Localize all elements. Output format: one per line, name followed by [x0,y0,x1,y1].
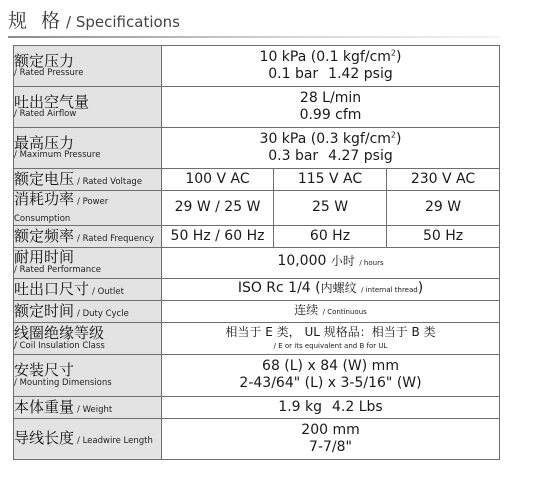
page-title-cn: 规 格 [8,10,65,32]
spec-table [13,45,500,460]
rated-voltage-115v: 115 V AC [274,169,387,191]
row-rated-performance [14,247,500,278]
row-leadwire [14,418,500,459]
rated-frequency-100v: 50 Hz / 60 Hz [162,225,274,247]
outlet-note-cn: 内螺纹 [320,280,357,295]
power-consumption-label [14,191,162,226]
outlet-paren-open: ( [315,279,321,296]
outlet-value [162,278,500,300]
rated-performance-unit-cn: 小时 [330,254,355,269]
outlet-label-en: / Outlet [92,286,124,297]
page-header [8,6,180,34]
max-pressure-sup: 2 [390,130,396,140]
rated-voltage-label-en: / Rated Voltage [77,177,143,188]
leadwire-value [162,418,500,459]
row-duty-cycle [14,300,500,322]
rated-frequency-label-en: / Rated Frequency [77,233,155,244]
rated-airflow-cfm: 0.99 cfm [299,107,362,123]
rated-pressure-value [162,46,500,87]
weight-value [162,396,500,418]
rated-performance-hours: 10,000 [277,253,327,270]
power-consumption-230v: 29 W [387,191,500,226]
rated-performance-value [162,247,500,278]
rated-voltage-label-cn: 额定电压 [14,170,75,189]
rated-pressure-psig: 1.42 psig [328,66,393,82]
weight-lbs: 4.2 Lbs [332,398,383,415]
rated-pressure-sup: 2 [390,48,396,58]
max-pressure-bar: 0.3 bar [268,148,319,164]
rated-airflow-label-en: / Rated Airflow [14,109,77,120]
rated-frequency-115v: 60 Hz [274,225,387,247]
duty-cycle-value-cn: 连续 [294,302,319,317]
duty-cycle-label-cn: 额定时间 [14,301,75,320]
outlet-label-cn: 吐出口尺寸 [14,279,90,298]
rated-performance-label-en: / Rated Performance [14,265,102,275]
dimensions-value [162,354,500,396]
max-pressure-label [14,128,162,169]
rated-frequency-label-cn: 额定频率 [14,226,75,245]
header-divider [8,36,500,38]
power-consumption-label-en: / Power Consumption [14,197,109,224]
rated-performance-label [14,247,162,278]
outlet-paren-close: ) [417,279,424,296]
dimensions-imperial: 2-43/64" (L) x 3-5/16" (W) [239,375,422,392]
outlet-size: ISO Rc 1/4 [237,279,311,296]
leadwire-label-en: / Leadwire Length [77,436,153,447]
rated-performance-unit-en: / hours [359,259,384,268]
rated-pressure-bar: 0.1 bar [268,66,319,82]
rated-pressure-kpa: 10 kPa (0.1 kgf/cm [259,49,391,65]
row-weight [14,396,500,418]
insulation-label-cn: 线圈绝缘等级 [14,323,105,342]
rated-voltage-230v: 230 V AC [387,169,500,191]
power-consumption-100v: 29 W / 25 W [162,191,274,226]
rated-pressure-label-cn: 额定压力 [14,51,75,70]
rated-airflow-lmin: 28 L/min [299,90,362,106]
max-pressure-value [162,128,500,169]
max-pressure-label-en: / Maximum Pressure [14,150,101,161]
row-max-pressure [14,128,500,169]
leadwire-mm: 200 mm [301,421,360,438]
rated-frequency-230v: 50 Hz [387,225,500,247]
row-rated-airflow [14,87,500,128]
weight-label-en: / Weight [77,404,113,415]
rated-airflow-label [14,87,162,128]
outlet-label [14,278,162,300]
rated-airflow-label-cn: 吐出空气量 [14,92,90,111]
rated-voltage-label [14,169,162,191]
row-dimensions [14,354,500,396]
dimensions-label-cn: 安装尺寸 [14,360,75,379]
insulation-value-cn: 相当于 E 类， UL 规格品：相当于 B 类 [225,325,436,340]
weight-kg: 1.9 kg [278,398,323,415]
insulation-label-en: / Coil Insulation Class [14,340,105,351]
max-pressure-psig: 4.27 psig [328,148,393,164]
leadwire-label-cn: 导线长度 [14,429,75,448]
duty-cycle-label-en: / Duty Cycle [77,308,129,319]
duty-cycle-value [162,300,500,322]
rated-frequency-label [14,225,162,247]
page-title-en: / Specifications [66,13,180,31]
rated-voltage-100v: 100 V AC [162,169,274,191]
max-pressure-paren: ) [396,131,402,147]
insulation-label [14,322,162,354]
row-rated-voltage [14,169,500,191]
dimensions-label-en: / Mounting Dimensions [14,377,112,388]
row-rated-frequency [14,225,500,247]
rated-pressure-paren: ) [396,49,402,65]
leadwire-label [14,418,162,459]
duty-cycle-label [14,300,162,322]
row-rated-pressure [14,46,500,87]
insulation-value-en: / E or its equivalent and B for UL [273,342,388,351]
weight-label [14,396,162,418]
rated-pressure-label-en: / Rated Pressure [14,68,84,79]
dimensions-label [14,354,162,396]
insulation-value [162,322,500,354]
max-pressure-kpa: 30 kPa (0.3 kgf/cm [259,131,391,147]
row-power-consumption [14,191,500,226]
power-consumption-label-cn: 消耗功率 [14,190,75,208]
weight-label-cn: 本体重量 [14,397,75,416]
leadwire-inch: 7-7/8" [309,438,352,455]
outlet-note-en: / internal thread [361,285,418,294]
duty-cycle-value-en: / Continuous [322,307,367,316]
rated-performance-label-cn: 耐用时间 [14,248,75,267]
max-pressure-label-cn: 最高压力 [14,133,75,152]
row-insulation [14,322,500,354]
dimensions-metric: 68 (L) x 84 (W) mm [262,358,399,375]
rated-airflow-value [162,87,500,128]
rated-pressure-label [14,46,162,87]
row-outlet [14,278,500,300]
power-consumption-115v: 25 W [274,191,387,226]
